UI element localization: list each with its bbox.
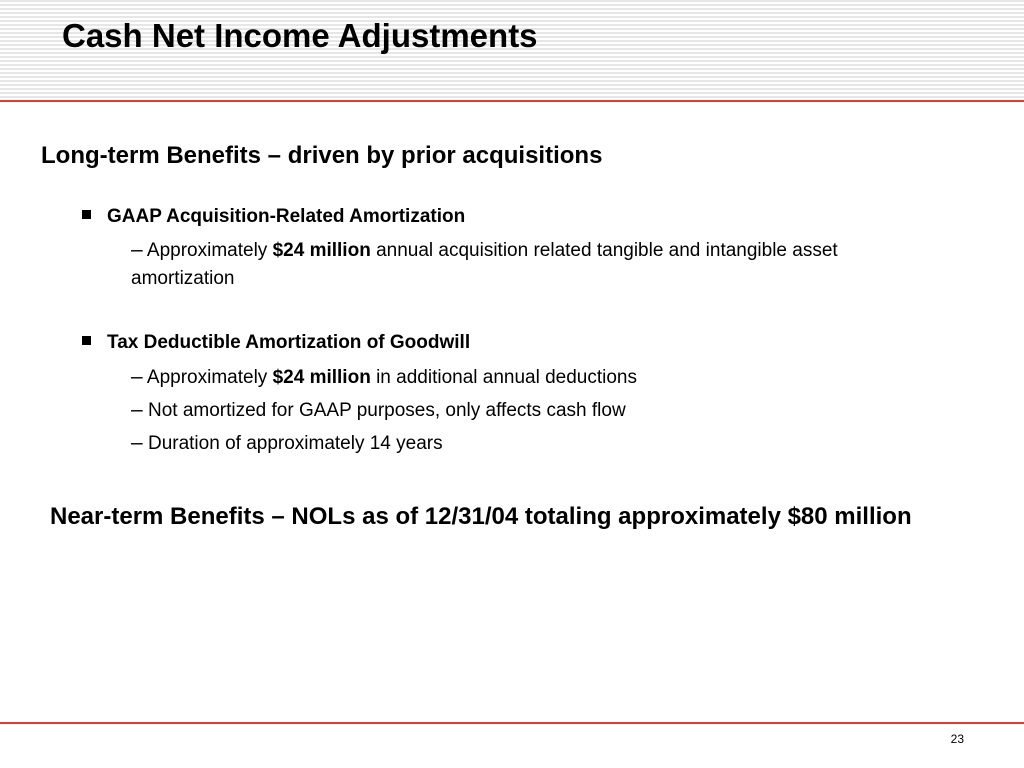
amount-highlight: $24 million (272, 240, 371, 261)
amount-highlight: $24 million (272, 367, 371, 388)
dash-marker: – (131, 398, 143, 421)
dash-marker: – (131, 238, 143, 261)
long-term-benefits-heading: Long-term Benefits – driven by prior acquisitions (41, 142, 603, 169)
dash-marker: – (131, 431, 143, 454)
sub-text-suffix: annual acquisition related tangible and intangible asset amortization (131, 240, 838, 289)
sub-bullet-tax-amount (131, 363, 851, 392)
bullet-tax-label: Tax Deductible Amortization of Goodwill (107, 332, 471, 353)
page-number: 23 (950, 732, 964, 746)
sub-text-prefix: Approximately (146, 367, 268, 388)
sub-bullet-duration (131, 429, 851, 458)
sub-text: Not amortized for GAAP purposes, only affects cash flow (147, 400, 626, 421)
square-bullet-icon (82, 336, 91, 345)
sub-text-suffix: in additional annual deductions (376, 367, 638, 388)
footer-divider (0, 722, 1024, 724)
square-bullet-icon (82, 210, 91, 219)
sub-text: Duration of approximately 14 years (147, 433, 443, 454)
sub-text-prefix: Approximately (146, 240, 268, 261)
sub-bullet-gaap-amount (131, 236, 851, 293)
dash-marker: – (131, 365, 143, 388)
slide-title: Cash Net Income Adjustments (62, 17, 538, 54)
bullet-tax-deductible-goodwill (82, 331, 470, 355)
header-divider (0, 100, 1024, 102)
bullet-gaap-amortization (82, 205, 465, 229)
near-term-benefits-heading: Near-term Benefits – NOLs as of 12/31/04 totaling approximately $80 million (50, 503, 912, 530)
sub-bullet-not-amortized (131, 396, 851, 425)
bullet-gaap-label: GAAP Acquisition-Related Amortization (107, 206, 466, 227)
